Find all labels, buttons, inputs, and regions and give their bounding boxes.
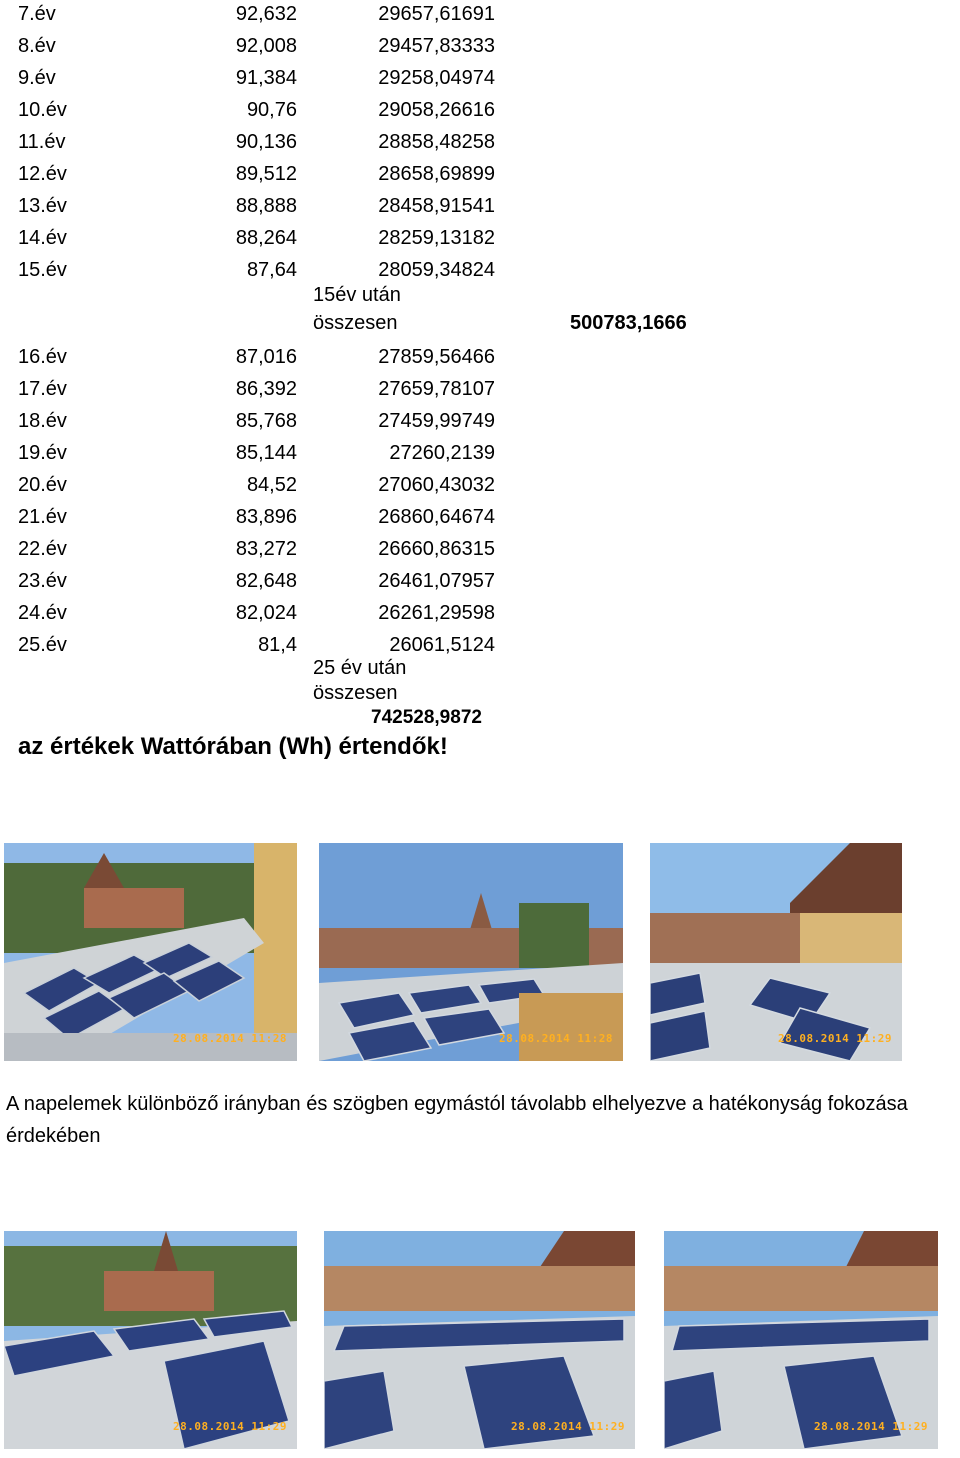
value-cell: 86,392 xyxy=(235,378,297,400)
year-cell: 8.év xyxy=(18,35,56,57)
table-row xyxy=(0,471,960,503)
year-cell: 14.év xyxy=(18,227,67,249)
value-cell: 84,52 xyxy=(246,474,297,496)
value-cell: 87,64 xyxy=(246,259,297,281)
year-cell: 24.év xyxy=(18,602,67,624)
year-cell: 13.év xyxy=(18,195,67,217)
photo-timestamp: 28.08.2014 11:29 xyxy=(173,1420,287,1433)
value-cell: 81,4 xyxy=(258,634,297,656)
solar-roof-photo xyxy=(4,843,297,1061)
year-cell: 7.év xyxy=(18,3,56,25)
year-cell: 15.év xyxy=(18,259,67,281)
year-cell: 25.év xyxy=(18,634,67,656)
total-cell: 29058,26616 xyxy=(378,99,495,121)
photo-timestamp: 28.08.2014 11:29 xyxy=(511,1420,625,1433)
table-row xyxy=(0,599,960,631)
photo-timestamp: 28.08.2014 11:29 xyxy=(778,1032,892,1045)
solar-roof-photo xyxy=(319,843,623,1061)
total-cell: 28259,13182 xyxy=(378,227,495,249)
year-cell: 19.év xyxy=(18,442,67,464)
value-cell: 89,512 xyxy=(235,163,297,185)
year-cell: 21.év xyxy=(18,506,67,528)
table-row xyxy=(0,535,960,567)
value-cell: 90,76 xyxy=(246,99,297,121)
table-row xyxy=(0,160,960,192)
value-cell: 92,008 xyxy=(235,35,297,57)
table-row xyxy=(0,503,960,535)
total-cell: 29258,04974 xyxy=(378,67,495,89)
total-cell: 29457,83333 xyxy=(378,35,495,57)
year-cell: 17.év xyxy=(18,378,67,400)
solar-roof-photo xyxy=(4,1231,297,1449)
table-row xyxy=(0,407,960,439)
solar-roof-photo xyxy=(664,1231,938,1449)
table-row xyxy=(0,96,960,128)
table-row xyxy=(0,343,960,375)
photo-timestamp: 28.08.2014 11:28 xyxy=(173,1032,287,1045)
value-cell: 85,144 xyxy=(235,442,297,464)
value-cell: 90,136 xyxy=(235,131,297,153)
photo-timestamp: 28.08.2014 11:29 xyxy=(814,1420,928,1433)
subtotal-15-line1: 15év után xyxy=(313,284,401,306)
total-cell: 27659,78107 xyxy=(378,378,495,400)
subtotal-25-value: 742528,9872 xyxy=(371,707,482,728)
value-cell: 88,264 xyxy=(235,227,297,249)
subtotal-25-line2: összesen xyxy=(313,682,398,704)
year-cell: 11.év xyxy=(18,131,66,153)
year-cell: 23.év xyxy=(18,570,67,592)
value-cell: 91,384 xyxy=(235,67,297,89)
table-row xyxy=(0,256,960,288)
total-cell: 28858,48258 xyxy=(378,131,495,153)
total-cell: 26261,29598 xyxy=(378,602,495,624)
value-cell: 85,768 xyxy=(235,410,297,432)
total-cell: 26061,5124 xyxy=(389,634,495,656)
value-cell: 87,016 xyxy=(235,346,297,368)
table-row xyxy=(0,64,960,96)
total-cell: 28658,69899 xyxy=(378,163,495,185)
total-cell: 27060,43032 xyxy=(378,474,495,496)
table-row xyxy=(0,631,960,663)
value-cell: 88,888 xyxy=(235,195,297,217)
subtotal-25-label xyxy=(313,656,406,706)
total-cell: 27260,2139 xyxy=(389,442,495,464)
total-cell: 27859,56466 xyxy=(378,346,495,368)
table-row xyxy=(0,567,960,599)
value-cell: 83,272 xyxy=(235,538,297,560)
year-cell: 16.év xyxy=(18,346,67,368)
subtotal-15-value: 500783,1666 xyxy=(570,312,687,334)
table-row xyxy=(0,439,960,471)
table-row xyxy=(0,192,960,224)
year-cell: 10.év xyxy=(18,99,67,121)
value-cell: 82,024 xyxy=(235,602,297,624)
year-cell: 12.év xyxy=(18,163,67,185)
total-cell: 28059,34824 xyxy=(378,259,495,281)
year-cell: 22.év xyxy=(18,538,67,560)
table-row xyxy=(0,224,960,256)
table-row xyxy=(0,0,960,32)
total-cell: 28458,91541 xyxy=(378,195,495,217)
photo-timestamp: 28.08.2014 11:28 xyxy=(499,1032,613,1045)
table-row xyxy=(0,32,960,64)
value-cell: 82,648 xyxy=(235,570,297,592)
subtotal-25-line1: 25 év után xyxy=(313,657,407,679)
table-row xyxy=(0,128,960,160)
year-cell: 20.év xyxy=(18,474,67,496)
total-cell: 26660,86315 xyxy=(378,538,495,560)
photo-caption: A napelemek különböző irányban és szögben egymástól távolabb elhelyezve a hatékonyság fokozása érdekében xyxy=(6,1093,908,1147)
total-cell: 27459,99749 xyxy=(378,410,495,432)
subtotal-15-label xyxy=(313,283,401,336)
solar-roof-photo xyxy=(650,843,902,1061)
value-cell: 92,632 xyxy=(235,3,297,25)
subtotal-15-line2: összesen xyxy=(313,312,398,334)
table-row xyxy=(0,375,960,407)
solar-roof-photo xyxy=(324,1231,635,1449)
value-cell: 83,896 xyxy=(235,506,297,528)
total-cell: 29657,61691 xyxy=(378,3,495,25)
year-cell: 18.év xyxy=(18,410,67,432)
total-cell: 26461,07957 xyxy=(378,570,495,592)
total-cell: 26860,64674 xyxy=(378,506,495,528)
year-cell: 9.év xyxy=(18,67,56,89)
unit-note: az értékek Wattórában (Wh) értendők! xyxy=(18,733,448,760)
